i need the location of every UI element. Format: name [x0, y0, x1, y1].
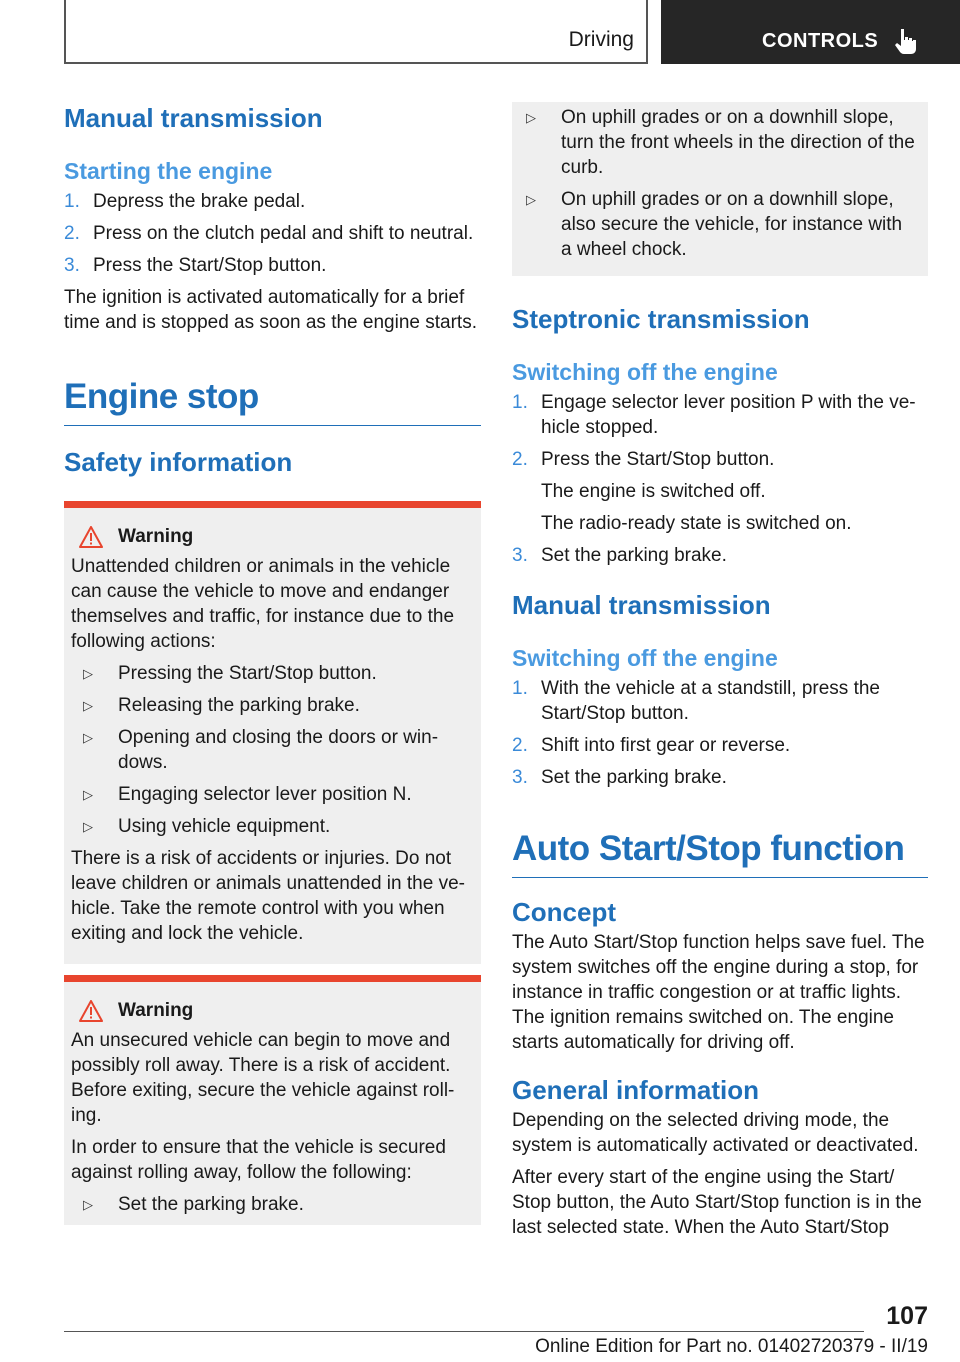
pointing-hand-icon: [894, 28, 920, 54]
warning-triangle-icon: [79, 526, 103, 548]
header-section-tab: [64, 0, 648, 64]
triangle-bullet-icon: ▷: [526, 192, 536, 207]
page-number: 107: [886, 1302, 928, 1330]
triangle-bullet-icon: ▷: [83, 666, 93, 681]
heading-auto-start-stop: Auto Start/Stop function: [512, 827, 928, 878]
step-result: The radio-ready state is switched on.: [541, 513, 852, 534]
header-chapter-label: CONTROLS: [762, 30, 879, 52]
list-item: 3. Press the Start/Stop button.: [64, 255, 327, 276]
warning-outro: There is a risk of accidents or injuries. Do not leave children or animals unattended in the vehicle. Take the remote control with you when exiting and lock the vehicle.: [71, 848, 465, 944]
triangle-bullet-icon: ▷: [526, 110, 536, 125]
list-item: 2. Press on the clutch pedal and shift to neutral.: [64, 223, 474, 244]
triangle-bullet-icon: ▷: [83, 730, 93, 745]
right-column: [512, 102, 928, 1240]
list-item: 1. With the vehicle at a standstill, press the Start/Stop button.: [512, 678, 880, 724]
warning-paragraph: In order to ensure that the vehicle is secured against rolling away, follow the following:: [71, 1137, 446, 1183]
footer-divider: [64, 1331, 864, 1332]
heading-steptronic-transmission: Steptronic transmission: [512, 304, 810, 334]
list-item: ▷ Opening and closing the doors or windows.: [71, 725, 474, 775]
triangle-bullet-icon: ▷: [83, 1197, 93, 1212]
footer-edition: Online Edition for Part no. 01402720379 - II/19: [535, 1336, 928, 1357]
warning-continuation-box: [512, 102, 928, 276]
heading-switching-off-engine: Switching off the engine: [512, 645, 778, 671]
header-section-label: Driving: [568, 28, 634, 51]
list-item: ▷ On uphill grades or on a downhill slope, turn the front wheels in the direction of the curb.: [520, 105, 916, 180]
list-item: ▷ Pressing the Start/Stop button.: [71, 661, 474, 686]
list-item: ▷ On uphill grades or on a downhill slope, also secure the vehicle, for instance with a wheel chock.: [520, 187, 916, 262]
start-note: The ignition is activated automatically for a brief time and is stopped as soon as the engine starts.: [64, 287, 477, 333]
heading-engine-stop: Engine stop: [64, 375, 481, 426]
general-text: After every start of the engine using the Start/ Stop button, the Auto Start/Stop function is in the last selected state. When the Auto Start/Stop: [512, 1167, 922, 1238]
triangle-bullet-icon: ▷: [83, 698, 93, 713]
steptronic-steps-list: [512, 390, 928, 568]
header-chapter-tab: [661, 0, 960, 64]
list-item: ▷ Engaging selector lever position N.: [71, 782, 474, 807]
heading-safety-information: Safety information: [64, 447, 293, 477]
triangle-bullet-icon: ▷: [83, 787, 93, 802]
heading-manual-transmission: Manual transmission: [512, 590, 771, 620]
list-item: 3. Set the parking brake.: [512, 545, 727, 566]
warning-triangle-icon: [79, 1000, 103, 1022]
start-steps-list: [64, 189, 481, 278]
list-item: 3. Set the parking brake.: [512, 767, 727, 788]
list-item: ▷ Set the parking brake.: [71, 1192, 474, 1217]
manual-steps-list: [512, 676, 928, 790]
list-item: 1. Engage selector lever position P with the vehicle stopped.: [512, 392, 916, 438]
concept-text: The Auto Start/Stop function helps save fuel. The system switches off the engine during a stop, for instance in traffic congestion or at traffic lights. The ignition remains switched on. The engine starts automatically for driving off.: [512, 932, 925, 1053]
general-text: Depending on the selected driving mode, the system is automatically activated or deactivated.: [512, 1110, 919, 1156]
warning-title: Warning: [71, 1000, 474, 1022]
list-item: ▷ Using vehicle equipment.: [71, 814, 474, 839]
warning-box-2: [64, 975, 481, 1225]
list-item: 1. Depress the brake pedal.: [64, 191, 306, 212]
list-item: 2. Shift into first gear or reverse.: [512, 735, 791, 756]
heading-general-information: General information: [512, 1075, 760, 1105]
left-column: [64, 102, 481, 1225]
list-item: ▷ Releasing the parking brake.: [71, 693, 474, 718]
heading-starting-engine: Starting the engine: [64, 158, 273, 184]
heading-concept: Concept: [512, 897, 616, 927]
warning-box-1: [64, 501, 481, 964]
warning-title: Warning: [71, 526, 474, 548]
list-item: 2. Press the Start/Stop button.: [512, 449, 775, 470]
warning-intro: Unattended children or animals in the vehicle can cause the vehicle to move and endanger themselves and traffic, for instance due to the following actions:: [71, 556, 455, 652]
heading-manual-transmission: Manual transmission: [64, 103, 323, 133]
step-result: The engine is switched off.: [541, 481, 766, 502]
heading-switching-off-engine: Switching off the engine: [512, 359, 778, 385]
warning-paragraph: An unsecured vehicle can begin to move and possibly roll away. There is a risk of accident. Before exiting, secure the vehicle against rolling.: [71, 1030, 455, 1126]
triangle-bullet-icon: ▷: [83, 819, 93, 834]
